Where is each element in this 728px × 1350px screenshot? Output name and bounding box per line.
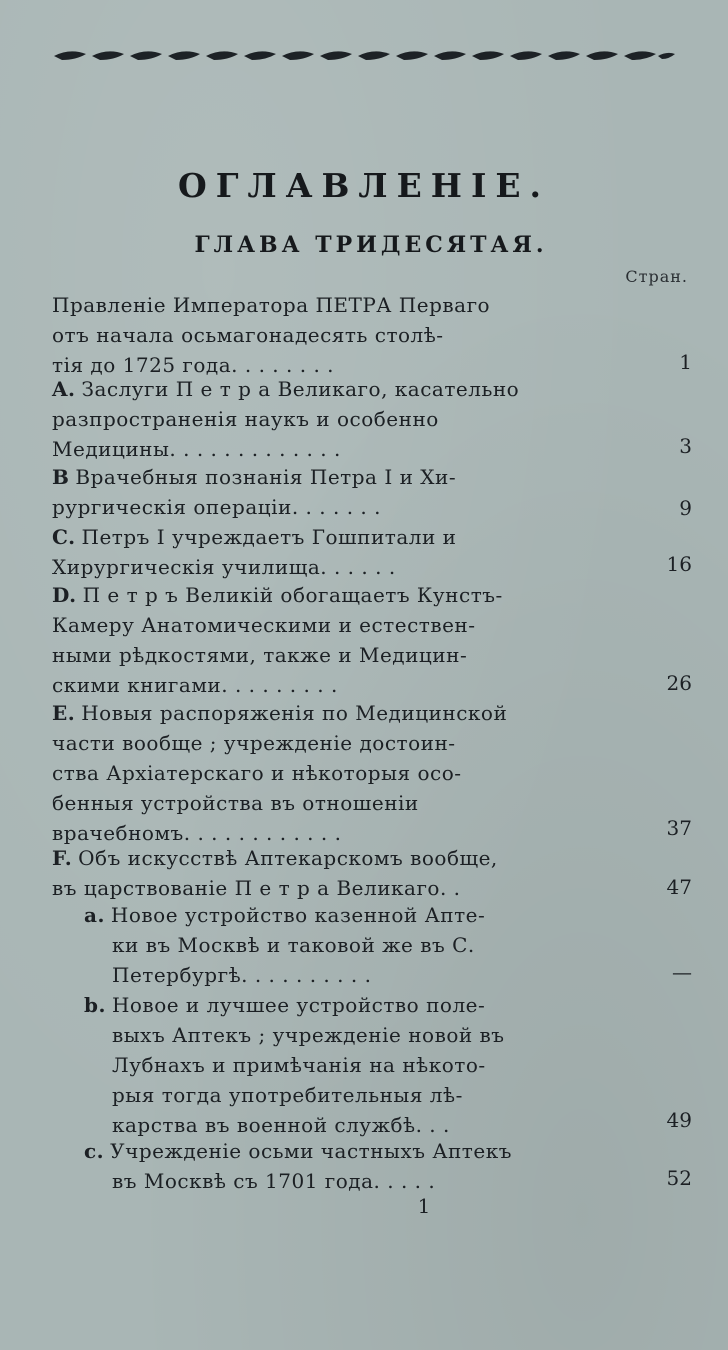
toc-entry-line: въ Москвѣ съ 1701 года. . . . . [112, 1169, 436, 1193]
toc-entry-line: выхъ Аптекъ ; учрежденіе новой въ [112, 1023, 505, 1047]
toc-page-number: 26 [666, 671, 692, 695]
section-marker: F. [52, 846, 73, 870]
toc-entry-line: Петръ I учреждаетъ Гошпитали и [81, 525, 457, 549]
section-marker: A. [52, 377, 76, 401]
toc-entry-line: отъ начала осьмагонадесять столѣ- [52, 323, 444, 347]
toc-entry-line: Хирургическія училища. . . . . . [52, 555, 396, 579]
toc-entry-line: Медицины. . . . . . . . . . . . . [52, 437, 341, 461]
subsection-marker: b. [84, 993, 106, 1017]
toc-entry-line: рыя тогда употребительныя лѣ- [112, 1083, 463, 1107]
toc-entry[interactable] [52, 698, 630, 848]
toc-entry-line: Камеру Анатомическими и естествен- [52, 613, 476, 637]
toc-page-number: 47 [666, 875, 692, 899]
toc-entry-line: Лубнахъ и примѣчанія на нѣкото- [112, 1053, 486, 1077]
toc-page-number: 37 [666, 816, 692, 840]
toc-subentry[interactable] [84, 900, 630, 990]
toc-entry[interactable] [52, 522, 630, 582]
toc-entry-line: карства въ военной службѣ. . . [112, 1113, 450, 1137]
toc-entry[interactable] [52, 843, 630, 903]
toc-entry-line: тія до 1725 года. . . . . . . . [52, 353, 335, 377]
toc-page-number: — [672, 960, 692, 984]
toc-entry-line: Учрежденіе осьми частныхъ Аптекъ [110, 1139, 512, 1163]
toc-subentry[interactable] [84, 1136, 630, 1196]
toc-entry[interactable] [52, 580, 630, 700]
wave-ornament-divider [52, 40, 677, 68]
toc-entry-line: П е т р ъ Великій обогащаетъ Кунстъ- [82, 583, 503, 607]
toc-page-number: 49 [666, 1108, 692, 1132]
toc-entry-line: разпространенія наукъ и особенно [52, 407, 439, 431]
page-folio-number: 1 [417, 1194, 431, 1218]
subsection-marker: c. [84, 1139, 105, 1163]
toc-entry-line: въ царствованіе П е т р а Великаго. . [52, 876, 461, 900]
toc-subentry[interactable] [84, 990, 630, 1140]
toc-entry-line: бенныя устройства въ отношеніи [52, 791, 419, 815]
toc-entry[interactable] [52, 374, 630, 464]
toc-entry-line: части вообще ; учрежденіе достоин- [52, 731, 456, 755]
chapter-heading: ГЛАВА ТРИДЕСЯТАЯ. [194, 232, 548, 258]
page-column-label: Стран. [625, 267, 688, 286]
toc-entry-line: Правленіе Императора ПЕТРА Перваго [52, 293, 491, 317]
toc-page-number: 52 [666, 1166, 692, 1190]
toc-entry[interactable] [52, 462, 630, 522]
toc-page-number: 3 [679, 434, 692, 458]
toc-entry-line: ными рѣдкостями, также и Медицин- [52, 643, 468, 667]
toc-entry-line: Заслуги П е т р а Великаго, касательно [81, 377, 520, 401]
toc-page-number: 1 [679, 350, 692, 374]
toc-entry-line: рургическія операціи. . . . . . . [52, 495, 381, 519]
page-title: ОГЛАВЛЕНІЕ. [177, 166, 551, 205]
toc-entry-line: Петербургѣ. . . . . . . . . . [112, 963, 372, 987]
toc-page-number: 9 [679, 496, 692, 520]
toc-entry[interactable] [52, 290, 630, 380]
toc-entry-line: врачебномъ. . . . . . . . . . . . [52, 821, 342, 845]
toc-entry-line: Новыя распоряженія по Медицинской [81, 701, 508, 725]
toc-entry-line: Новое и лучшее устройство поле- [111, 993, 486, 1017]
toc-entry-line: Объ искусствѣ Аптекарскомъ вообще, [78, 846, 498, 870]
toc-entry-line: скими книгами. . . . . . . . . [52, 673, 338, 697]
toc-entry-line: Врачебныя познанія Петра I и Хи- [75, 465, 457, 489]
section-marker: C. [52, 525, 76, 549]
section-marker: B [52, 465, 70, 489]
subsection-marker: a. [84, 903, 105, 927]
section-marker: E. [52, 701, 76, 725]
section-marker: D. [52, 583, 77, 607]
toc-entry-line: Новое устройство казенной Апте- [110, 903, 486, 927]
toc-page-number: 16 [666, 552, 692, 576]
toc-entry-line: ства Архіатерскаго и нѣкоторыя осо- [52, 761, 462, 785]
toc-entry-line: ки въ Москвѣ и таковой же въ С. [112, 933, 475, 957]
